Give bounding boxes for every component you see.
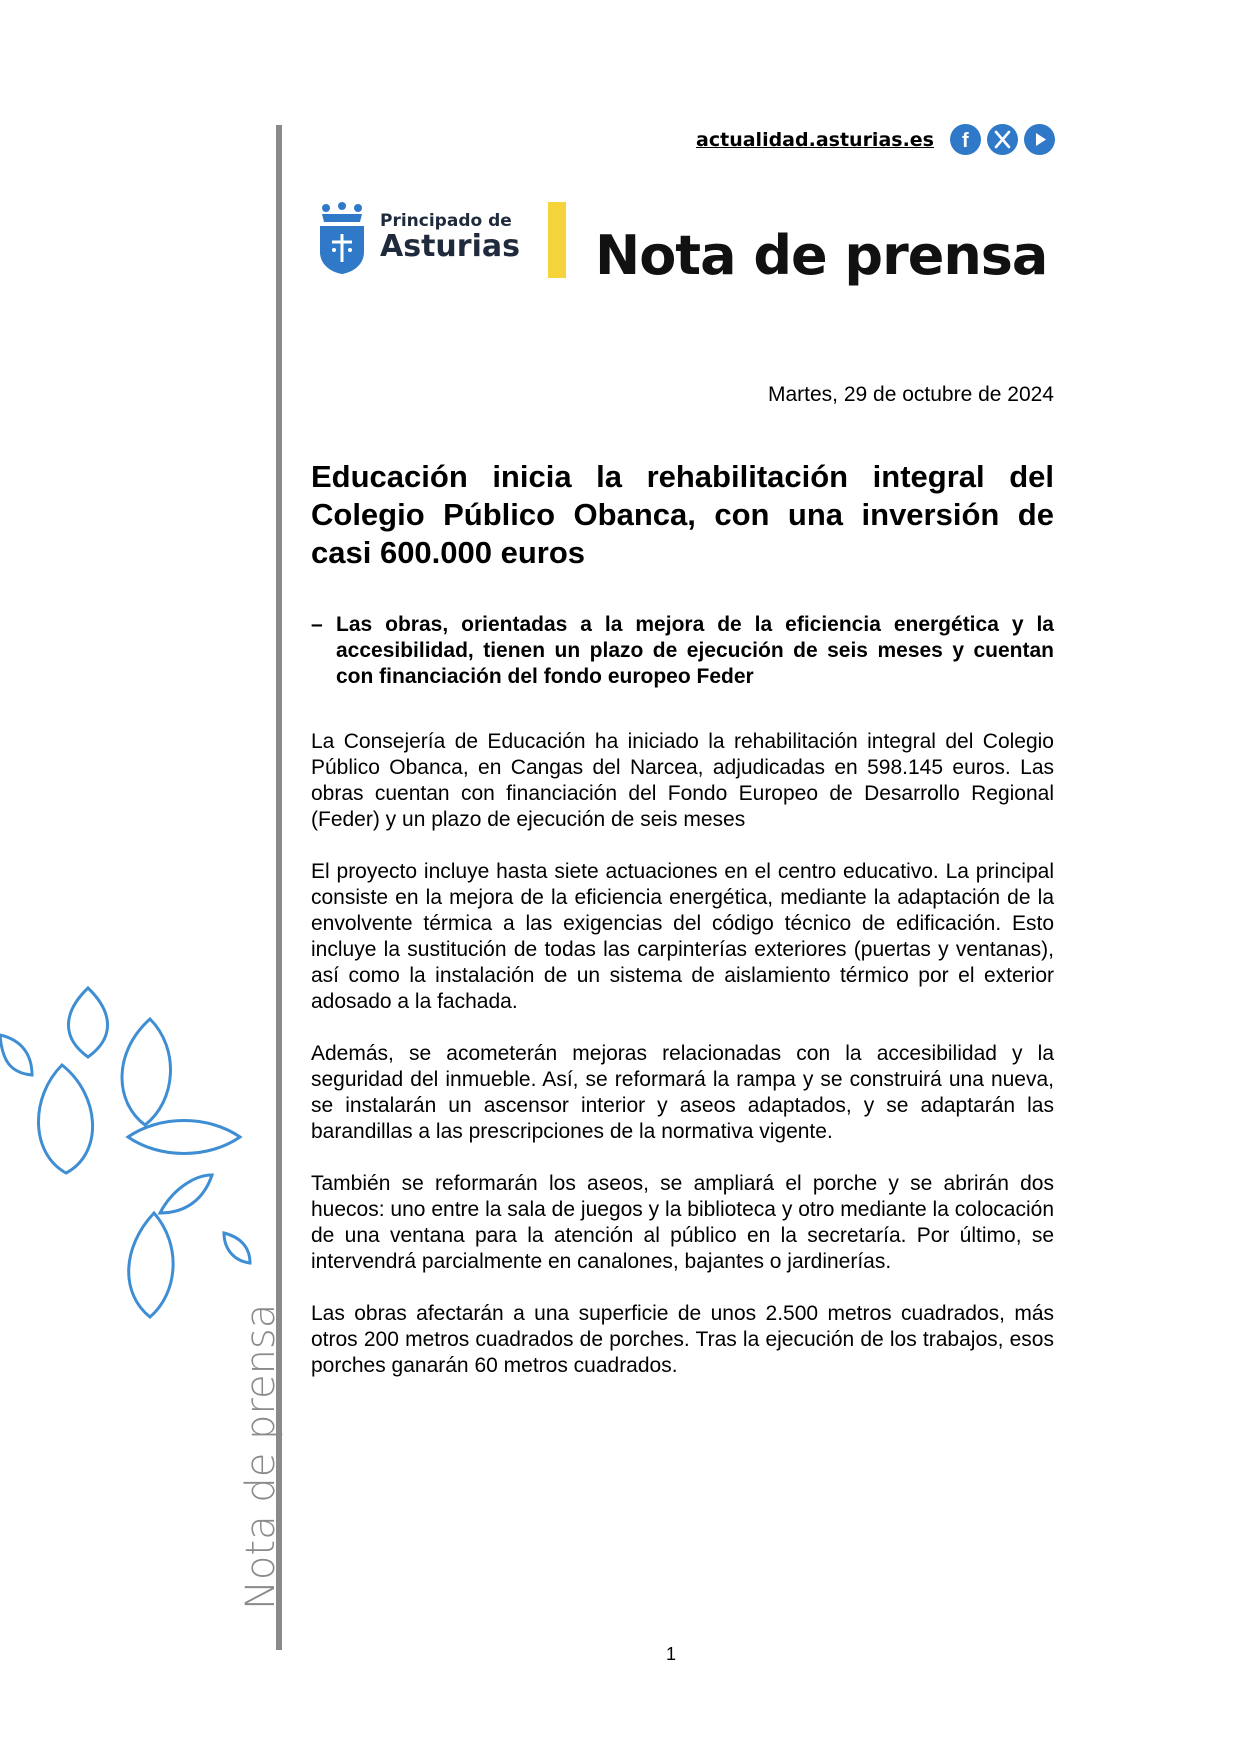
headline: Educación inicia la rehabilitación integral del Colegio Público Obanca, con una inversión de casi 600.000 euros — [311, 459, 1054, 570]
site-link[interactable]: actualidad.asturias.es — [696, 128, 934, 151]
principado-logo — [318, 202, 520, 274]
subheadline-text: Las obras, orientadas a la mejora de la eficiencia energética y la accesibilidad, tienen un plazo de ejecución de seis meses y cuentan con financiación del fondo europeo Feder — [336, 613, 1054, 688]
logo-line-1: Principado de — [380, 211, 512, 232]
accent-bar — [548, 202, 566, 278]
decorative-drops-graphic — [0, 985, 270, 1320]
subheadline — [311, 612, 1054, 690]
logo-line-2: Asturias — [380, 229, 520, 265]
header-topbar — [696, 124, 1055, 155]
page-number: 1 — [666, 1644, 677, 1664]
body-paragraph: La Consejería de Educación ha iniciado la rehabilitación integral del Colegio Público Obanca, en Cangas del Narcea, adjudicadas en 598.145 euros. Las obras cuentan con financiación del Fondo Europeo de Desarrollo Regional (Feder) y un plazo de ejecución de seis meses — [311, 730, 1054, 831]
press-date: Martes, 29 de octubre de 2024 — [767, 383, 1054, 406]
facebook-icon[interactable] — [950, 124, 981, 155]
svg-text:f: f — [962, 130, 969, 152]
crown-shield-icon — [318, 202, 366, 274]
x-icon[interactable] — [987, 124, 1018, 155]
body-text — [311, 729, 1054, 1405]
body-paragraph: Además, se acometerán mejoras relacionadas con la accesibilidad y la seguridad del inmueble. Así, se reformará la rampa y se construirá una nueva, se instalarán un ascensor interior y aseos adaptados, y se adaptarán las barandillas a las prescripciones de la normativa vigente. — [311, 1042, 1054, 1143]
youtube-icon[interactable] — [1024, 124, 1055, 155]
body-paragraph: También se reformarán los aseos, se ampliará el porche y se abrirán dos huecos: uno entre la sala de juegos y la biblioteca y otro mediante la colocación de una ventana para la atención al público en la secretaría. Por último, se intervendrá parcialmente en canalones, bajantes o jardinerías. — [311, 1172, 1054, 1273]
body-paragraph: Las obras afectarán a una superficie de unos 2.500 metros cuadrados, más otros 200 metros cuadrados de porches. Tras la ejecución de los trabajos, esos porches ganarán 60 metros cuadrados. — [311, 1302, 1054, 1377]
subheadline-bullet: – — [311, 613, 323, 636]
doc-type-title: Nota de prensa — [595, 224, 1048, 287]
body-paragraph: El proyecto incluye hasta siete actuaciones en el centro educativo. La principal consiste en la mejora de la eficiencia energética, mediante la adaptación de la envolvente térmica a las exigencias del código técnico de edificación. Esto incluye la sustitución de todas las carpinterías exteriores (puertas y ventanas), así como la instalación de un sistema de aislamiento térmico por el exterior adosado a la fachada. — [311, 860, 1054, 1013]
vertical-doc-label: Nota de prensa — [238, 1303, 284, 1610]
